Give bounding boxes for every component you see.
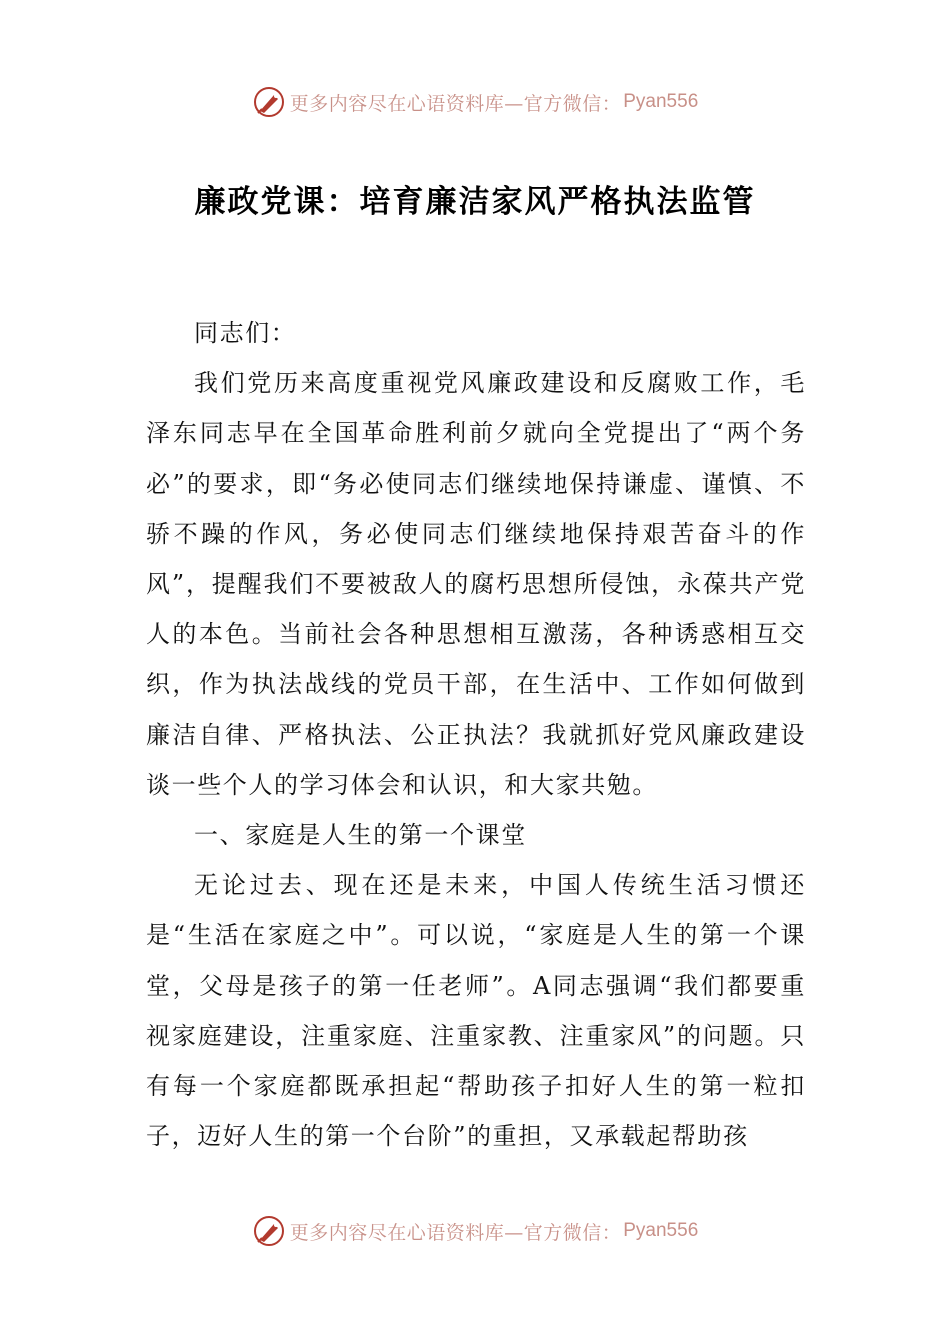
paragraph: 无论过去、现在还是未来，中国人传统生活习惯还是“生活在家庭之中”。可以说，“家庭是人生的第一个课堂，父母是孩子的第一任老师”。A同志强调“我们都要重视家庭建设，注重家庭、注重家教、注重家风”的问题。只有每一个家庭都既承担起“帮助孩子扣好人生的第一粒扣子，迈好人生的第一个台阶”的重担，又承载起帮助孩 bbox=[146, 871, 806, 1151]
watermark-text: 更多内容尽在心语资料库—官方微信： bbox=[289, 92, 622, 115]
document-body bbox=[146, 308, 806, 1161]
pen-nib-logo-icon bbox=[252, 85, 286, 119]
pen-nib-logo-icon bbox=[252, 1214, 286, 1248]
watermark-banner-bottom bbox=[0, 1211, 950, 1251]
document-title: 廉政党课：培育廉洁家风严格执法监管 bbox=[194, 184, 756, 220]
wechat-id: Pyan556 bbox=[623, 91, 699, 112]
paragraph: 我们党历来高度重视党风廉政建设和反腐败工作，毛泽东同志早在全国革命胜利前夕就向全党提出了“两个务必”的要求，即“务必使同志们继续地保持谦虚、谨慎、不骄不躁的作风，务必使同志们继续地保持艰苦奋斗的作风”，提醒我们不要被敌人的腐朽思想所侵蚀，永葆共产党人的本色。当前社会各种思想相互激荡，各种诱惑相互交织，作为执法战线的党员干部，在生活中、工作如何做到廉洁自律、严格执法、公正执法？我就抓好党风廉政建设谈一些个人的学习体会和认识，和大家共勉。 bbox=[146, 369, 806, 799]
salutation: 同志们： bbox=[194, 319, 297, 347]
watermark-text: 更多内容尽在心语资料库—官方微信： bbox=[289, 1221, 622, 1244]
wechat-id: Pyan556 bbox=[623, 1220, 699, 1241]
watermark-banner-top bbox=[0, 82, 950, 122]
section-heading: 一、家庭是人生的第一个课堂 bbox=[194, 821, 527, 850]
